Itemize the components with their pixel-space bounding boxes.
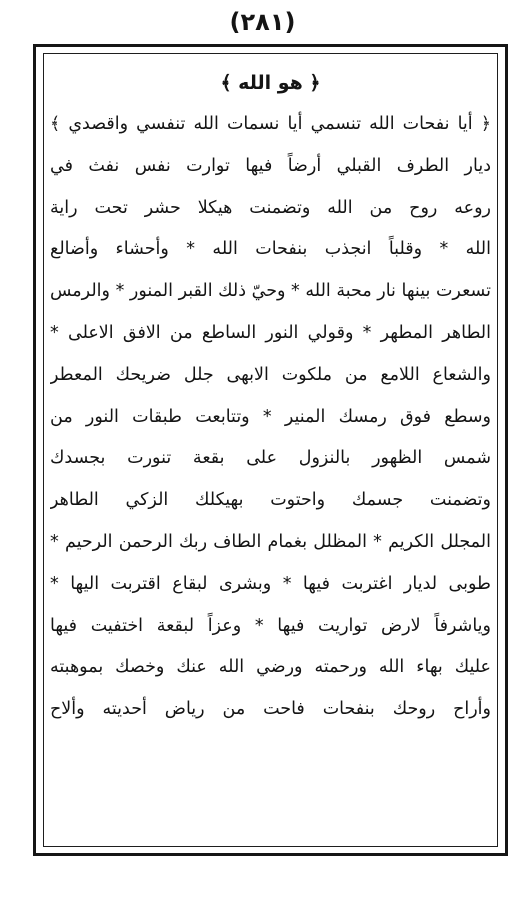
text-line: تسعرت بينها نار محبة الله * وحيّ ذلك القبر المنور * والرمس bbox=[50, 281, 491, 302]
text-body bbox=[50, 62, 491, 731]
text-line: وأراح روحك بنفحات فاحت من رياض أحديته وألاح bbox=[50, 699, 491, 720]
text-line: وياشرفاً لارض تواريت فيها * وعزاً لبقعة اختفيت فيها bbox=[50, 615, 491, 636]
text-line: روعه روح من الله وتضمنت هيكلا حشر تحت راية bbox=[50, 197, 491, 218]
text-line: عليك بهاء الله ورحمته ورضي الله عنك وخصك بموهبته bbox=[50, 657, 491, 678]
text-line: ﴿ أيا نفحات الله تنسمي أيا نسمات الله تنفسي واقصدي ﴾ bbox=[50, 114, 491, 134]
heading: ﴿ هو الله ﴾ bbox=[220, 72, 321, 94]
page-number: (٢٨١) bbox=[229, 8, 296, 36]
text-line: ديار الطرف القبلي أرضاً فيها توارت نفس نفث في bbox=[50, 155, 491, 176]
text-line: طوبى لديار اغتربت فيها * وبشرى لبقاع اقتربت اليها * bbox=[50, 573, 491, 594]
text-line: وسطع فوق رمسك المنير * وتتابعت طبقات النور من bbox=[50, 406, 491, 427]
text-line: الله * وقلباً انجذب بنفحات الله * وأحشاء وأضالع bbox=[50, 239, 491, 260]
text-line: وتضمنت جسمك واحتوت بهيكلك الزكي الطاهر bbox=[50, 490, 491, 511]
text-line: الطاهر المطهر * وقولي النور الساطع من الافق الاعلى * bbox=[50, 322, 491, 343]
text-line: والشعاع اللامع من ملكوت الابهى جلل ضريحك المعطر bbox=[50, 364, 491, 385]
text-line: شمس الظهور بالنزول على بقعة تنورت بجسدك bbox=[50, 448, 491, 469]
text-line: المجلل الكريم * المظلل بغمام الطاف ربك الرحمن الرحيم * bbox=[50, 531, 491, 552]
